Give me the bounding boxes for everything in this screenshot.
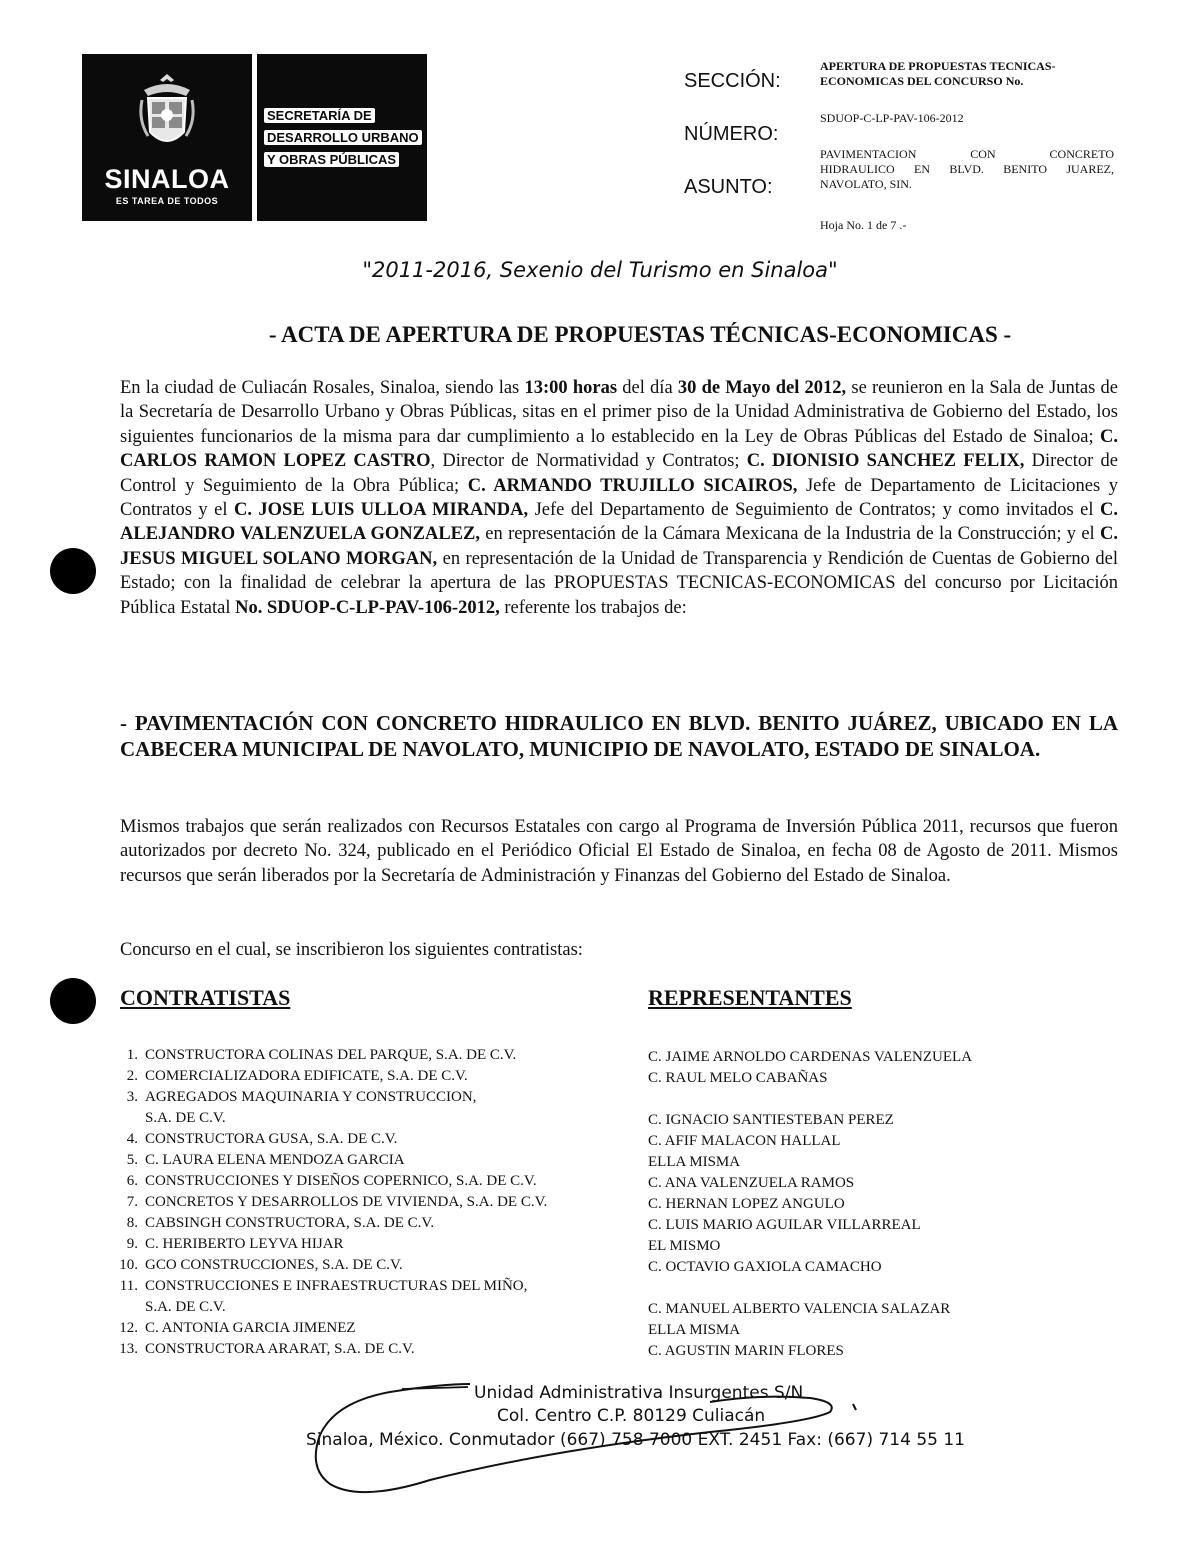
- numero-value: SDUOP-C-LP-PAV-106-2012: [820, 111, 964, 125]
- footer-address-line: Unidad Administrativa Insurgentes S/N: [474, 1383, 804, 1403]
- row-number: 1.: [126, 1047, 138, 1063]
- row-number: 5.: [126, 1152, 138, 1168]
- meeting-date: 30 de Mayo del 2012,: [677, 378, 847, 398]
- contractor-name: COMERCIALIZADORA EDIFICATE, S.A. DE C.V.: [145, 1068, 468, 1084]
- representative-name: C. RAUL MELO CABAÑAS: [648, 1070, 828, 1086]
- secretaria-line: [263, 129, 423, 146]
- representative-name: C. MANUEL ALBERTO VALENCIA SALAZAR: [648, 1301, 951, 1317]
- footer-contact-line: Sinaloa, México. Conmutador (667) 758 7000 EXT. 2451 Fax: (667) 714 55 11: [306, 1430, 965, 1450]
- handwritten-signature: [290, 1380, 870, 1510]
- intro-text: En la ciudad de Culiacán Rosales, Sinaloa, siendo las: [120, 378, 525, 398]
- asunto-label: ASUNTO:: [684, 176, 773, 198]
- row-number: 8.: [126, 1215, 138, 1231]
- intro-text: , Director de Normatividad y Contratos;: [430, 451, 747, 472]
- intro-text: Jefe del Departamento de Seguimiento de Contratos; y como invitados el: [528, 500, 1101, 521]
- representative-name: C. OCTAVIO GAXIOLA CAMACHO: [648, 1259, 882, 1275]
- representantes-header: REPRESENTANTES: [648, 985, 852, 1010]
- official-name: C. DIONISIO SANCHEZ FELIX,: [746, 451, 1025, 472]
- contractor-name: CABSINGH CONSTRUCTORA, S.A. DE C.V.: [145, 1215, 435, 1231]
- contractor-name: CONSTRUCCIONES Y DISEÑOS COPERNICO, S.A. DE C.V.: [145, 1173, 537, 1189]
- representative-name: C. AFIF MALACON HALLAL: [648, 1133, 841, 1149]
- representative-name: ELLA MISMA: [648, 1154, 741, 1170]
- brand-tagline: ES TAREA DE TODOS: [115, 196, 219, 206]
- seccion-value-line: ECONOMICAS DEL CONCURSO No.: [820, 74, 1024, 88]
- asunto-value-line: NAVOLATO, SIN.: [820, 177, 912, 191]
- row-number: 11.: [119, 1278, 138, 1294]
- secretaria-line-text: Y OBRAS PÚBLICAS: [267, 152, 397, 167]
- meeting-time: 13:00 horas: [524, 378, 618, 398]
- asunto-value: [820, 147, 1114, 192]
- numero-label: NÚMERO:: [684, 123, 779, 145]
- official-name: C. CARLOS RAMON LOPEZ CASTRO: [120, 426, 1118, 472]
- row-number: 4.: [126, 1131, 138, 1147]
- contractor-name: CONSTRUCTORA COLINAS DEL PARQUE, S.A. DE C.V.: [145, 1047, 517, 1063]
- guest-name: C. JESUS MIGUEL SOLANO MORGAN,: [120, 524, 1118, 569]
- row-number: 6.: [126, 1173, 138, 1189]
- intro-text: en representación de la Cámara Mexicana de la Industria de la Construcción; y el: [479, 524, 1100, 545]
- row-number: 12.: [119, 1320, 138, 1336]
- binder-hole: [50, 978, 96, 1024]
- seccion-value: [820, 59, 1056, 89]
- intro-text: referente los trabajos de:: [499, 597, 687, 618]
- representative-name: C. LUIS MARIO AGUILAR VILLARREAL: [648, 1217, 921, 1233]
- row-number: 10.: [119, 1257, 138, 1273]
- representative-name: EL MISMO: [648, 1238, 721, 1254]
- representative-name: ELLA MISMA: [648, 1322, 741, 1338]
- secretaria-line-text: DESARROLLO URBANO: [267, 130, 419, 145]
- brand-name: SINALOA: [104, 164, 230, 194]
- concurso-intro: Concurso en el cual, se inscribieron los siguientes contratistas:: [120, 940, 583, 960]
- intro-text: Director de Control y Seguimiento de la Obra Pública;: [120, 451, 1118, 496]
- row-number: 9.: [126, 1236, 138, 1252]
- seccion-value-line: APERTURA DE PROPUESTAS TECNICAS-: [820, 59, 1056, 73]
- contractor-name: C. HERIBERTO LEYVA HIJAR: [145, 1236, 344, 1252]
- representative-name: C. AGUSTIN MARIN FLORES: [648, 1343, 844, 1359]
- contractor-name: CONSTRUCCIONES E INFRAESTRUCTURAS DEL MIÑO,: [145, 1278, 528, 1294]
- contractor-name-cont: S.A. DE C.V.: [145, 1110, 226, 1126]
- secretaria-line: [263, 151, 400, 168]
- official-name: C. ARMANDO TRUJILLO SICAIROS,: [467, 475, 798, 496]
- guest-name: C. ALEJANDRO VALENZUELA GONZALEZ,: [120, 500, 1119, 545]
- page-count: Hoja No. 1 de 7 .-: [820, 218, 907, 232]
- contractor-name: CONSTRUCTORA GUSA, S.A. DE C.V.: [145, 1131, 398, 1147]
- binder-hole: [50, 548, 96, 594]
- secretaria-logo: [257, 54, 427, 221]
- contratistas-header: CONTRATISTAS: [120, 985, 291, 1010]
- tender-number: No. SDUOP-C-LP-PAV-106-2012,: [235, 597, 500, 618]
- intro-text: del día: [617, 378, 678, 398]
- footer-address-line: Col. Centro C.P. 80129 Culiacán: [497, 1406, 766, 1426]
- representative-name: C. IGNACIO SANTIESTEBAN PEREZ: [648, 1112, 894, 1128]
- representative-name: C. HERNAN LOPEZ ANGULO: [648, 1196, 845, 1212]
- state-coat-of-arms-icon: [138, 70, 196, 156]
- seccion-label: SECCIÓN:: [684, 70, 781, 92]
- intro-text: se reunieron en la Sala de Juntas de la Secretaría de Desarrollo Urbano y Obras Públicas, sitas en el primer piso de la Unidad Administrativa de Gobierno del Estado, los siguientes funcionarios de la misma para dar cumplimiento a lo establecido en la Ley de Obras Públicas del Estado de Sinaloa;: [120, 378, 1118, 447]
- funding-paragraph: Mismos trabajos que serán realizados con Recursos Estatales con cargo al Programa de Inversión Pública 2011, recursos que fueron autorizados por decreto No. 324, publicado en el Periódico Oficial El Estado de Sinaloa, en fecha 08 de Agosto de 2011. Mismos recursos que serán liberados por la Secretaría de Administración y Finanzas del Gobierno del Estado de Sinaloa.: [120, 817, 1118, 886]
- project-description: - PAVIMENTACIÓN CON CONCRETO HIDRAULICO EN BLVD. BENITO JUÁREZ, UBICADO EN LA CABECERA MUNICIPAL DE NAVOLATO, MUNICIPIO DE NAVOLATO, ESTADO DE SINALOA.: [120, 711, 1118, 761]
- asunto-value-line: HIDRAULICO EN BLVD. BENITO JUAREZ,: [820, 162, 1114, 176]
- secretaria-line: [263, 107, 376, 124]
- representative-name: C. JAIME ARNOLDO CARDENAS VALENZUELA: [648, 1049, 973, 1065]
- intro-text: en representación de la Unidad de Transparencia y Rendición de Cuentas de Gobierno del Estado; con la finalidad de celebrar la apertura de las PROPUESTAS TECNICAS-ECONOMICAS del concurso por Licitación Pública Estatal: [120, 548, 1119, 618]
- asunto-value-line: PAVIMENTACION CON CONCRETO: [820, 147, 1114, 161]
- contractor-name: C. ANTONIA GARCIA JIMENEZ: [145, 1320, 356, 1336]
- row-number: 3.: [126, 1089, 138, 1105]
- contractor-name: C. LAURA ELENA MENDOZA GARCIA: [145, 1152, 405, 1168]
- document-title: - ACTA DE APERTURA DE PROPUESTAS TÉCNICAS-ECONOMICAS -: [268, 322, 1012, 347]
- row-number: 7.: [126, 1194, 138, 1210]
- sinaloa-logo: [82, 54, 252, 221]
- representative-name: C. ANA VALENZUELA RAMOS: [648, 1175, 855, 1191]
- official-name: C. JOSE LUIS ULLOA MIRANDA,: [233, 500, 529, 521]
- contractor-name: CONCRETOS Y DESARROLLOS DE VIVIENDA, S.A. DE C.V.: [145, 1194, 548, 1210]
- intro-text: Jefe de Departamento de Licitaciones y Contratos y el: [120, 475, 1118, 521]
- contractor-name: GCO CONSTRUCCIONES, S.A. DE C.V.: [145, 1257, 403, 1273]
- row-number: 13.: [119, 1341, 138, 1357]
- secretaria-line-text: SECRETARÍA DE: [267, 108, 372, 123]
- row-number: 2.: [126, 1068, 138, 1084]
- contractor-name-cont: S.A. DE C.V.: [145, 1299, 226, 1315]
- motto: "2011-2016, Sexenio del Turismo en Sinaloa": [362, 258, 838, 282]
- contractor-name: CONSTRUCTORA ARARAT, S.A. DE C.V.: [145, 1341, 415, 1357]
- intro-paragraph: [120, 376, 1118, 620]
- contractor-name: AGREGADOS MAQUINARIA Y CONSTRUCCION,: [145, 1089, 477, 1105]
